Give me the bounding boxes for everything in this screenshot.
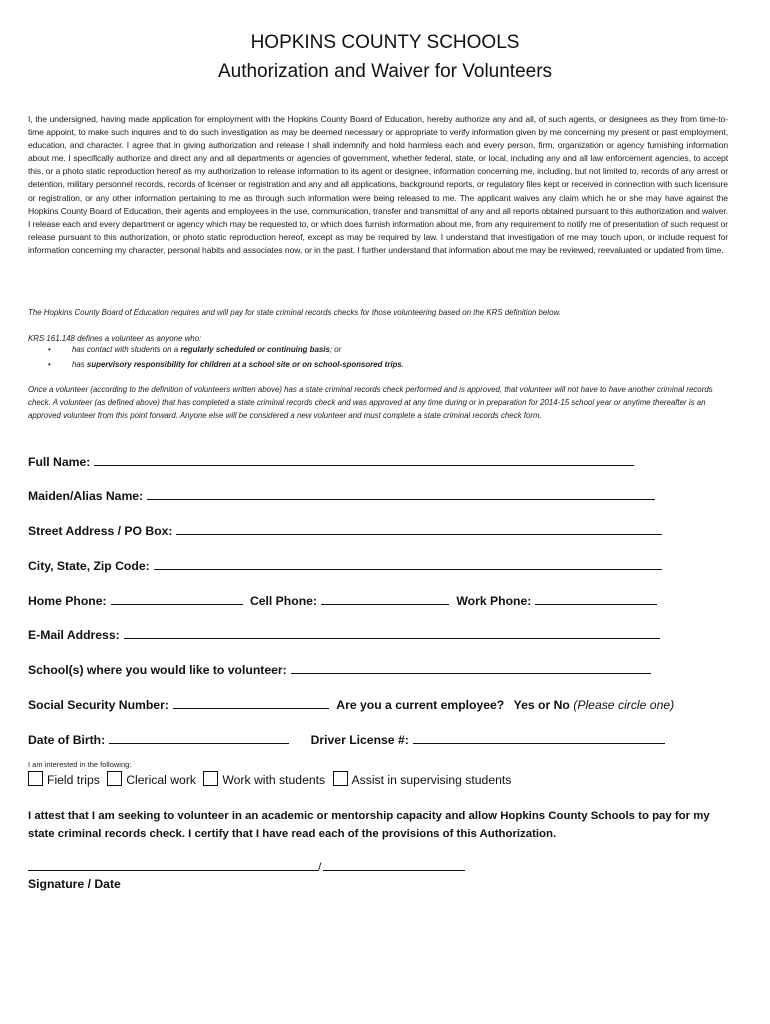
ssn-field[interactable] <box>173 696 329 709</box>
cell-phone-label: Cell Phone: <box>249 594 317 608</box>
interest-clerical-work[interactable] <box>107 771 196 787</box>
interest-work-with-students[interactable] <box>203 771 325 787</box>
city-state-zip-row <box>28 557 662 573</box>
checkbox[interactable] <box>28 771 43 786</box>
maiden-name-field[interactable] <box>147 487 655 500</box>
schools-row <box>28 661 651 677</box>
full-name-row <box>28 453 634 469</box>
current-employee-question: Are you a current employee? <box>336 698 505 712</box>
ssn-label: Social Security Number: <box>28 698 169 712</box>
interest-field-trips[interactable] <box>28 771 100 787</box>
signature-separator: / <box>318 860 322 874</box>
bullet-1-suffix: ; or <box>329 345 342 354</box>
form-title: Authorization and Waiver for Volunteers <box>217 61 553 82</box>
checkbox[interactable] <box>333 771 348 786</box>
maiden-name-label: Maiden/Alias Name: <box>28 489 144 503</box>
dob-label: Date of Birth: <box>28 733 106 747</box>
home-phone-field[interactable] <box>111 592 243 605</box>
street-address-row <box>28 522 662 538</box>
interests-checkboxes <box>28 771 515 787</box>
interest-field-trips-label: Field trips <box>47 773 100 787</box>
bullet-1-bold: regularly scheduled or continuing basis <box>180 345 330 354</box>
interest-work-with-students-label: Work with students <box>222 773 326 787</box>
street-address-field[interactable] <box>176 522 662 535</box>
cell-phone-field[interactable] <box>321 592 449 605</box>
city-state-zip-field[interactable] <box>154 557 662 570</box>
city-state-zip-label: City, State, Zip Code: <box>28 559 150 573</box>
maiden-name-row <box>28 487 655 503</box>
date-field[interactable] <box>323 858 465 871</box>
authorization-text: I, the undersigned, having made application for employment with the Hopkins County Board of Education, hereby authorize any and all, of such agents, or designees as they from time-to-time appoint, to make such inquires and to do such investigation as may be deemed necessary or appropriate to verify information given by me concerning my present or past employment, education, and character. I agree that in giving authorization and release I shall indemnify and hold harmless each and every person, firm, organization or agency furnishing information about me. I specifically authorize and direct any and all departments or agencies of government, whether federal, state, or local, including any and all law enforcement agencies, to accept this, or a photo static reproduction hereof as my authorization to release information to its agent or designee, information concerning me, including, but not limited to, records of any arrest or detention, military personnel records, records of licenser or registration and any and all applications, background reports, or regulatory files kept or received in connection with such licensure or registration, or any other information pertaining to me as through such information were being released to me. The applicant waives any claim which he or she may have against the Hopkins County Board of Education, their agents and employees in the use, communication, transfer and transmittal of any and all reports obtained pursuant to this authorization and waiver. I release each and every department or agency which may be requested to, or which does furnish information about me, from any requirement to notify me of presentation of such request or release pursuant to this authorization, or photo static reproduction hereof, except as may be required by law. I understand that investigation of me may touch upon, or include request for information concerning my character, personal habits and associates now, or in the past. I further understand that information about me may be reviewed, reevaluated or updated from time. <box>28 114 728 255</box>
bullet-2-bold: supervisory responsibility for children at a school site or on school-sponsored trips <box>86 360 402 369</box>
interest-assist-supervising[interactable] <box>333 771 512 787</box>
home-phone-label: Home Phone: <box>28 594 107 608</box>
bullet-icon: • <box>48 345 51 354</box>
yes-or-no-option[interactable]: Yes or No <box>513 698 570 712</box>
approved-volunteer-note: Once a volunteer (according to the definition of volunteers written above) has a state criminal records check performed and is approved, that volunteer will not have to have another criminal records check. A volunteer (as defined above) that has completed a state criminal records check and was approved at any time during or in preparation for 2014-15 school year or anytime thereafter is an approved volunteer from this point forward. Anyone else will be considered a new volunteer and must complete a state criminal records check form. <box>28 385 713 420</box>
full-name-label: Full Name: <box>28 455 91 469</box>
signature-field[interactable] <box>28 858 318 871</box>
schools-label: School(s) where you would like to volunteer: <box>28 663 287 677</box>
email-row <box>28 626 660 642</box>
krs-bullet-1 <box>48 345 341 354</box>
krs-bullet-2 <box>48 360 404 369</box>
work-phone-field[interactable] <box>535 592 657 605</box>
full-name-field[interactable] <box>94 453 634 466</box>
dob-field[interactable] <box>109 731 289 744</box>
bullet-2-prefix: has <box>72 360 87 369</box>
checkbox[interactable] <box>107 771 122 786</box>
bullet-icon: • <box>48 360 51 369</box>
attestation-text: I attest that I am seeking to volunteer in an academic or mentorship capacity and allow Hopkins County Schools to pay for my state criminal records check. I certify that I have read each of the provisions of this Authorization. <box>28 810 710 840</box>
bullet-2-suffix: . <box>401 360 404 369</box>
interest-assist-supervising-label: Assist in supervising students <box>351 773 512 787</box>
signature-row <box>28 858 465 874</box>
license-field[interactable] <box>413 731 665 744</box>
email-field[interactable] <box>124 626 660 639</box>
work-phone-label: Work Phone: <box>456 594 532 608</box>
email-label: E-Mail Address: <box>28 628 120 642</box>
checkbox[interactable] <box>203 771 218 786</box>
dob-license-row <box>28 731 665 747</box>
street-address-label: Street Address / PO Box: <box>28 524 173 538</box>
signature-date-label: Signature / Date <box>28 877 121 891</box>
phones-row <box>28 592 657 608</box>
schools-field[interactable] <box>291 661 651 674</box>
ssn-row <box>28 696 674 712</box>
license-label: Driver License #: <box>310 733 409 747</box>
bullet-1-prefix: has contact with students on a <box>72 345 181 354</box>
board-payment-note: The Hopkins County Board of Education requires and will pay for state criminal records checks for those volunteering based on the KRS definition below. <box>28 308 561 317</box>
circle-one-hint: (Please circle one) <box>573 698 675 712</box>
interests-label: I am interested in the following: <box>28 760 132 769</box>
krs-definition: KRS 161.148 defines a volunteer as anyone who: <box>28 334 202 343</box>
interest-clerical-work-label: Clerical work <box>126 773 196 787</box>
district-title: HOPKINS COUNTY SCHOOLS <box>250 32 520 53</box>
